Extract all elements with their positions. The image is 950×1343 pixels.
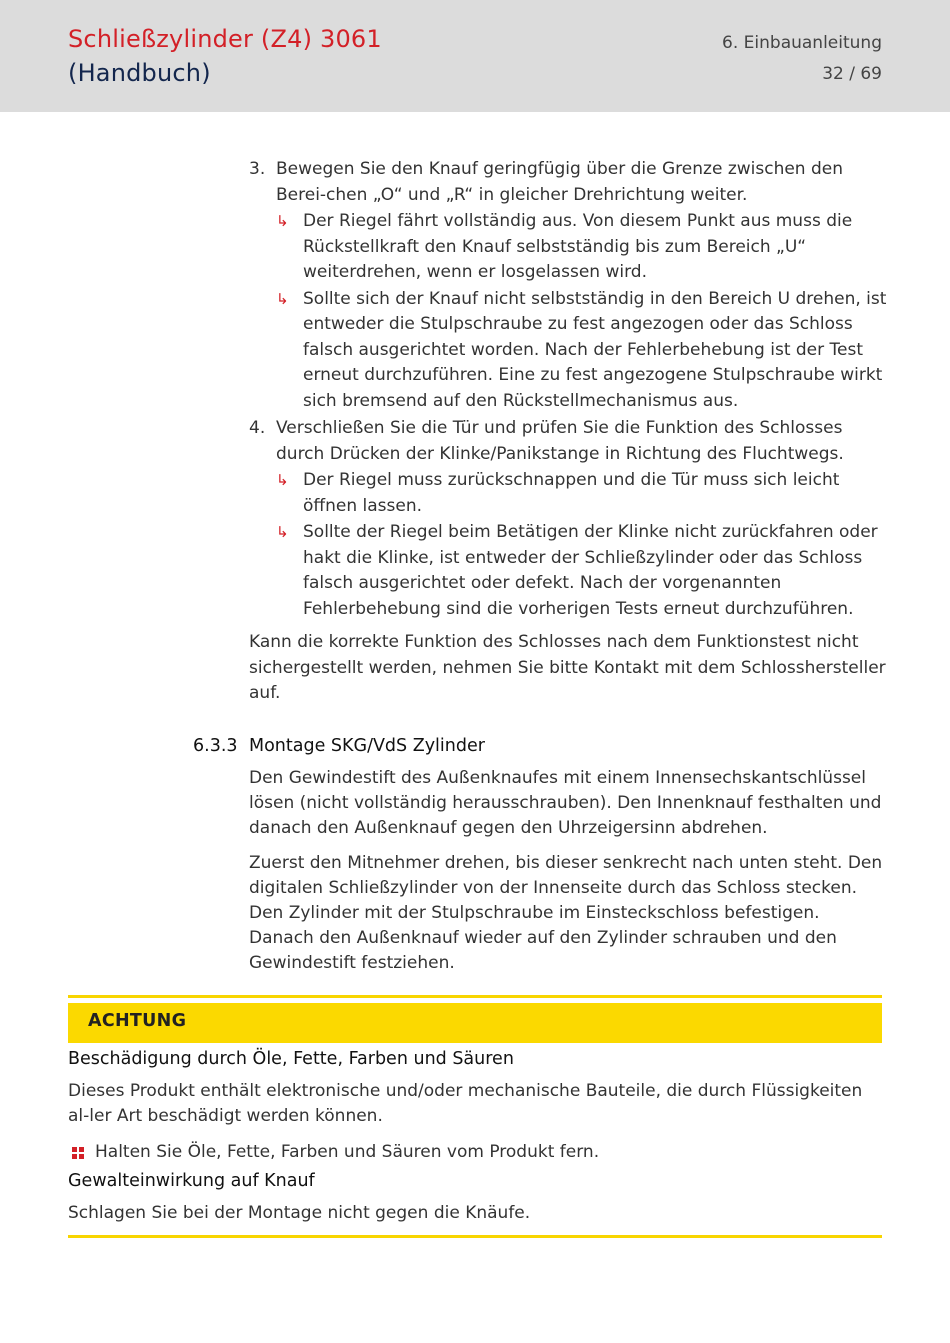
section-paragraph-2: Zuerst den Mitnehmer drehen, bis dieser senkrecht nach unten steht. Den digitalen Schließzylinder von der Innenseite durch das Schloss stecken. Den Zylinder mit der Stulpschraube im Einsteckschloss befestigen. Danach den Außenknauf wieder auf den Zylinder schrauben und den Gewindestift festziehen. <box>249 852 883 974</box>
closing-paragraph: Kann die korrekte Funktion des Schlosses nach dem Funktionstest nicht sichergestellt werden, nehmen Sie bitte Kontakt mit dem Schlosshersteller auf. <box>249 632 886 703</box>
warning-text-damage: Dieses Produkt enthält elektronische und/oder mechanische Bauteile, die durch Flüssigkeiten al-ler Art beschädigt werden können. <box>68 1080 863 1126</box>
result-text: Der Riegel fährt vollständig aus. Von diesem Punkt aus muss die Rückstellkraft den Knauf selbstständig bis zum Bereich „U“ weiterdrehen, wenn er losgelassen wird. <box>303 211 853 282</box>
step-3 <box>249 157 889 208</box>
warning-bullet-text: Halten Sie Öle, Fette, Farben und Säuren vom Produkt fern. <box>95 1141 600 1162</box>
page-header <box>0 0 950 112</box>
result-text: Sollte der Riegel beim Betätigen der Klinke nicht zurückfahren oder hakt die Klinke, ist entweder der Schließzylinder oder das Schloss falsch ausgerichtet oder defekt. Nach der vorgenannten Fehlerbehebung sind die vorherigen Tests erneut durchzuführen. <box>303 522 878 619</box>
warning-text-force: Schlagen Sie bei der Montage nicht gegen die Knäufe. <box>68 1202 531 1223</box>
warning-subheading-damage: Beschädigung durch Öle, Fette, Farben und Säuren <box>68 1049 514 1069</box>
chapter-label: 6. Einbauanleitung <box>722 33 882 53</box>
header-meta <box>722 28 882 90</box>
section-paragraph-1: Den Gewindestift des Außenknaufes mit einem Innensechskantschlüssel lösen (nicht vollständig herausschrauben). Den Innenknauf festhalten und danach den Außenknauf gegen den Uhrzeigersinn abdrehen. <box>249 768 882 839</box>
result-text: Der Riegel muss zurückschnappen und die Tür muss sich leicht öffnen lassen. <box>303 470 840 516</box>
step-4-result-2 <box>249 520 889 622</box>
document-title-line2: (Handbuch) <box>68 59 211 87</box>
section-body <box>249 766 889 977</box>
step-4 <box>249 416 889 467</box>
step-text: Bewegen Sie den Knauf geringfügig über die Grenze zwischen den Berei-chen „O“ und „R“ in gleicher Drehrichtung weiter. <box>276 159 844 205</box>
document-title-line1: Schließzylinder (Z4) 3061 <box>68 25 382 53</box>
result-arrow-icon: ↳ <box>276 471 289 489</box>
section-title: Montage SKG/VdS Zylinder <box>249 736 485 756</box>
step-number: 3. <box>249 159 266 179</box>
warning-subheading-force: Gewalteinwirkung auf Knauf <box>68 1171 315 1191</box>
step-text: Verschließen Sie die Tür und prüfen Sie die Funktion des Schlosses durch Drücken der Klinke/Panikstange in Richtung des Fluchtwegs. <box>276 418 844 464</box>
result-text: Sollte sich der Knauf nicht selbstständig in den Bereich U drehen, ist entweder die Stulpschraube zu fest angezogen oder das Schloss falsch ausgerichtet worden. Nach der Fehlerbehebung ist der Test erneut durchzuführen. Eine zu fest angezogene Stulpschraube wirkt sich bremsend auf den Rückstellmechanismus aus. <box>303 288 887 411</box>
document-title <box>68 22 382 90</box>
result-arrow-icon: ↳ <box>276 289 289 308</box>
action-bullet-icon <box>72 1147 84 1159</box>
warning-bottom-rule <box>68 1235 882 1238</box>
warning-banner <box>68 1003 882 1043</box>
warning-top-rule <box>68 995 882 998</box>
step-4-result-1 <box>249 468 889 519</box>
result-arrow-icon: ↳ <box>276 523 289 541</box>
step-3-result-1 <box>249 209 889 286</box>
section-number: 6.3.3 <box>193 736 238 756</box>
warning-bullet <box>68 1140 882 1166</box>
page-number: 32 / 69 <box>822 64 882 84</box>
result-arrow-icon: ↳ <box>276 212 289 230</box>
step-3-result-2 <box>249 287 889 415</box>
instruction-steps <box>249 157 889 707</box>
section-heading <box>193 733 485 759</box>
warning-body <box>68 1047 882 1226</box>
warning-label: ACHTUNG <box>88 1011 187 1031</box>
step-number: 4. <box>249 418 266 438</box>
